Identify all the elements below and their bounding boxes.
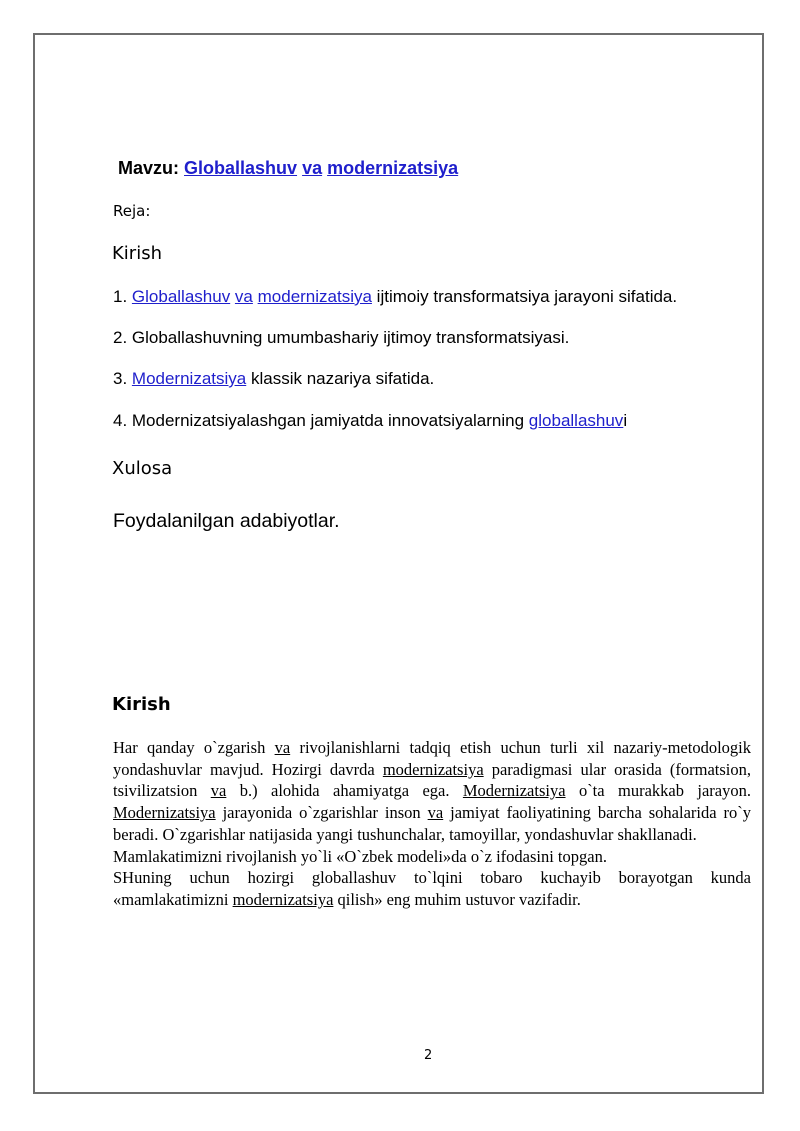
text-run: rivojlanishlarni tadqiq etish uchun turli xil nazariy-metodologik yondashuvlar mavjud. Hozirgi davrda (113, 738, 751, 779)
underlined-word: va (427, 803, 444, 823)
plan-item-link-va[interactable]: va (234, 287, 253, 306)
plan-item-link-modernizatsiya[interactable]: modernizatsiya (257, 287, 372, 306)
underlined-word: va (274, 738, 291, 757)
plan-item-link-globallashuv[interactable]: Globallashuv (131, 287, 231, 306)
plan-conclusion: Xulosa (112, 458, 173, 479)
underlined-word: modernizatsiya (232, 889, 334, 909)
text-run: Har qanday o`zgarish (113, 738, 275, 757)
text-run: jamiyat faoliyatining barcha sohalarida ro`y beradi. O`zgarishlar natijasida yangi tushunchalar, tamoyillar, yondashuvlar shakllanadi. (113, 803, 751, 844)
plan-item-2: 2. Globallashuvning umumbashariy ijtimoy transformatsiyasi. (113, 328, 570, 347)
paragraph-3 (113, 867, 751, 910)
underlined-word: Modernizatsiya (462, 781, 566, 801)
paragraph-2: Mamlakatimizni rivojlanish yo`li «O`zbek modeli»da o`z ifodasini topgan. (113, 846, 607, 866)
section-body (113, 737, 751, 911)
plan-item-1 (113, 287, 677, 307)
page-border (33, 33, 764, 1094)
page-number: 2 (424, 1048, 433, 1063)
plan-item-4 (113, 411, 627, 431)
plan-item-number: 3. (113, 369, 132, 388)
plan-references: Foydalanilgan adabiyotlar. (113, 510, 340, 532)
plan-intro: Kirish (112, 243, 162, 264)
paragraph-1 (113, 737, 751, 846)
title-prefix: Mavzu: (118, 158, 185, 178)
plan-item-text: 4. Modernizatsiyalashgan jamiyatda innovatsiyalarning (113, 411, 529, 430)
underlined-word: Modernizatsiya (113, 803, 216, 823)
document-title (118, 158, 458, 179)
plan-item-text: ijtimoiy transformatsiya jarayoni sifatida. (371, 287, 678, 306)
text-run: paradigmasi ular orasida (formatsion, tsivilizatsion (113, 759, 752, 801)
title-link-globallashuv[interactable]: Globallashuv (184, 158, 298, 178)
text-run: qilish» eng muhim ustuvor vazifadir. (333, 889, 581, 909)
plan-item-suffix: i (623, 411, 628, 430)
underlined-word: modernizatsiya (382, 759, 484, 779)
section-heading: Kirish (112, 694, 171, 715)
text-run: b.) alohida ahamiyatga ega. (226, 781, 463, 801)
title-link-modernizatsiya[interactable]: modernizatsiya (327, 158, 459, 178)
plan-item-link-modernizatsiya[interactable]: Modernizatsiya (131, 369, 247, 388)
plan-item-link-globallashuv[interactable]: globallashuv (528, 411, 624, 430)
text-run: jarayonida o`zgarishlar inson (215, 803, 428, 823)
underlined-word: va (210, 781, 227, 801)
text-run: SHuning uchun hozirgi globallashuv to`lqini tobaro kuchayib borayotgan kunda «mamlakatimizni (113, 868, 751, 909)
plan-item-number: 1. (113, 287, 132, 306)
title-link-va[interactable]: va (302, 158, 323, 178)
plan-item-text: klassik nazariya sifatida. (246, 369, 435, 388)
plan-item-3 (113, 369, 434, 389)
plan-heading: Reja: (113, 202, 151, 220)
text-run: o`ta murakkab jarayon. (565, 781, 751, 801)
